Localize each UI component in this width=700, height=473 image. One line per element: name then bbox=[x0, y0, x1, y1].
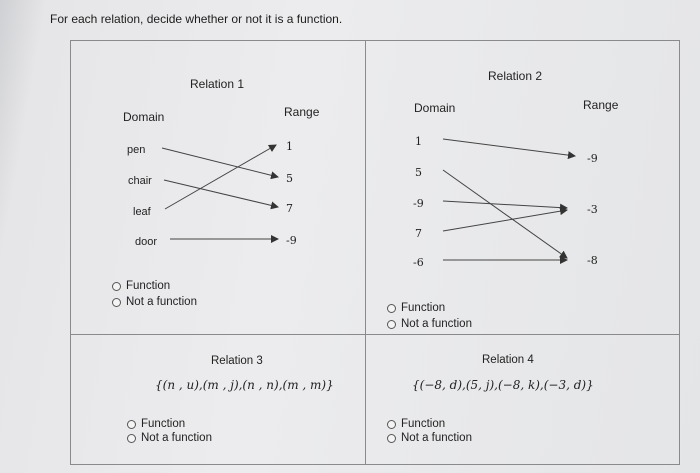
relation1-domain-header: Domain bbox=[123, 110, 165, 124]
relation3-set: {(n , u),(m , j),(n , n),(m , m)} bbox=[155, 378, 334, 392]
relation2-arrow-1-neg9 bbox=[443, 139, 575, 156]
relation2-arrow-5-neg8 bbox=[443, 170, 567, 258]
instruction-text: For each relation, decide whether or not it is a function. bbox=[50, 12, 343, 26]
relation2-title: Relation 2 bbox=[488, 69, 543, 83]
relation2-range-neg9: -9 bbox=[587, 152, 598, 165]
relation1-arrow-leaf-1 bbox=[165, 145, 276, 209]
relation1-title: Relation 1 bbox=[190, 77, 245, 91]
relation1-range-header: Range bbox=[284, 105, 320, 119]
relation4-option-function[interactable] bbox=[387, 418, 445, 430]
relation1-option-not-function-label: Not a function bbox=[126, 296, 197, 308]
relation1-domain-leaf: leaf bbox=[133, 206, 151, 218]
relation2-domain-neg9: -9 bbox=[413, 197, 424, 210]
relation1-option-function-label: Function bbox=[126, 280, 171, 292]
relation1-range-neg9: -9 bbox=[286, 234, 297, 247]
relation2-range-neg3: -3 bbox=[587, 203, 598, 216]
relation1-range-5: 5 bbox=[286, 172, 293, 185]
relation2-domain-5: 5 bbox=[415, 166, 422, 179]
relation2-option-function-label: Function bbox=[401, 302, 446, 314]
relation1-domain-chair: chair bbox=[128, 175, 152, 187]
radio-circle-icon[interactable] bbox=[387, 420, 396, 429]
relation2-domain-header: Domain bbox=[414, 101, 456, 115]
relation1-domain-pen: pen bbox=[127, 144, 146, 156]
relation1-arrow-pen-5 bbox=[162, 148, 278, 177]
relation1-range-7: 7 bbox=[286, 202, 293, 215]
relation4-title: Relation 4 bbox=[482, 354, 534, 366]
relation1-arrow-chair-7 bbox=[164, 180, 278, 207]
relation3-option-function-label: Function bbox=[141, 418, 186, 430]
radio-circle-icon[interactable] bbox=[127, 420, 136, 429]
relation1-domain-door: door bbox=[135, 236, 158, 248]
radio-circle-icon[interactable] bbox=[387, 434, 396, 443]
relation4-option-function-label: Function bbox=[401, 418, 446, 430]
relation3-option-function[interactable] bbox=[127, 418, 185, 430]
relation3-option-not-function[interactable] bbox=[127, 432, 212, 444]
relation1-range-1: 1 bbox=[286, 140, 293, 153]
radio-circle-icon[interactable] bbox=[127, 434, 136, 443]
relation2-range-neg8: -8 bbox=[587, 254, 598, 267]
relation2-domain-7: 7 bbox=[415, 227, 422, 240]
relation2-arrow-neg9-neg3 bbox=[443, 201, 567, 208]
relation2-domain-1: 1 bbox=[415, 135, 422, 148]
relation2-option-not-function-label: Not a function bbox=[401, 318, 472, 330]
relation4-option-not-function-label: Not a function bbox=[401, 432, 472, 444]
relation4-set: {(−8, d),(5, j),(−8, k),(−3, d)} bbox=[412, 378, 594, 392]
relation2-arrow-7-neg3 bbox=[443, 210, 567, 231]
relation2-range-header: Range bbox=[583, 98, 619, 112]
relation3-title: Relation 3 bbox=[211, 355, 263, 367]
relation3-option-not-function-label: Not a function bbox=[141, 432, 212, 444]
relation2-domain-neg6: -6 bbox=[413, 256, 424, 269]
relation4-option-not-function[interactable] bbox=[387, 432, 472, 444]
